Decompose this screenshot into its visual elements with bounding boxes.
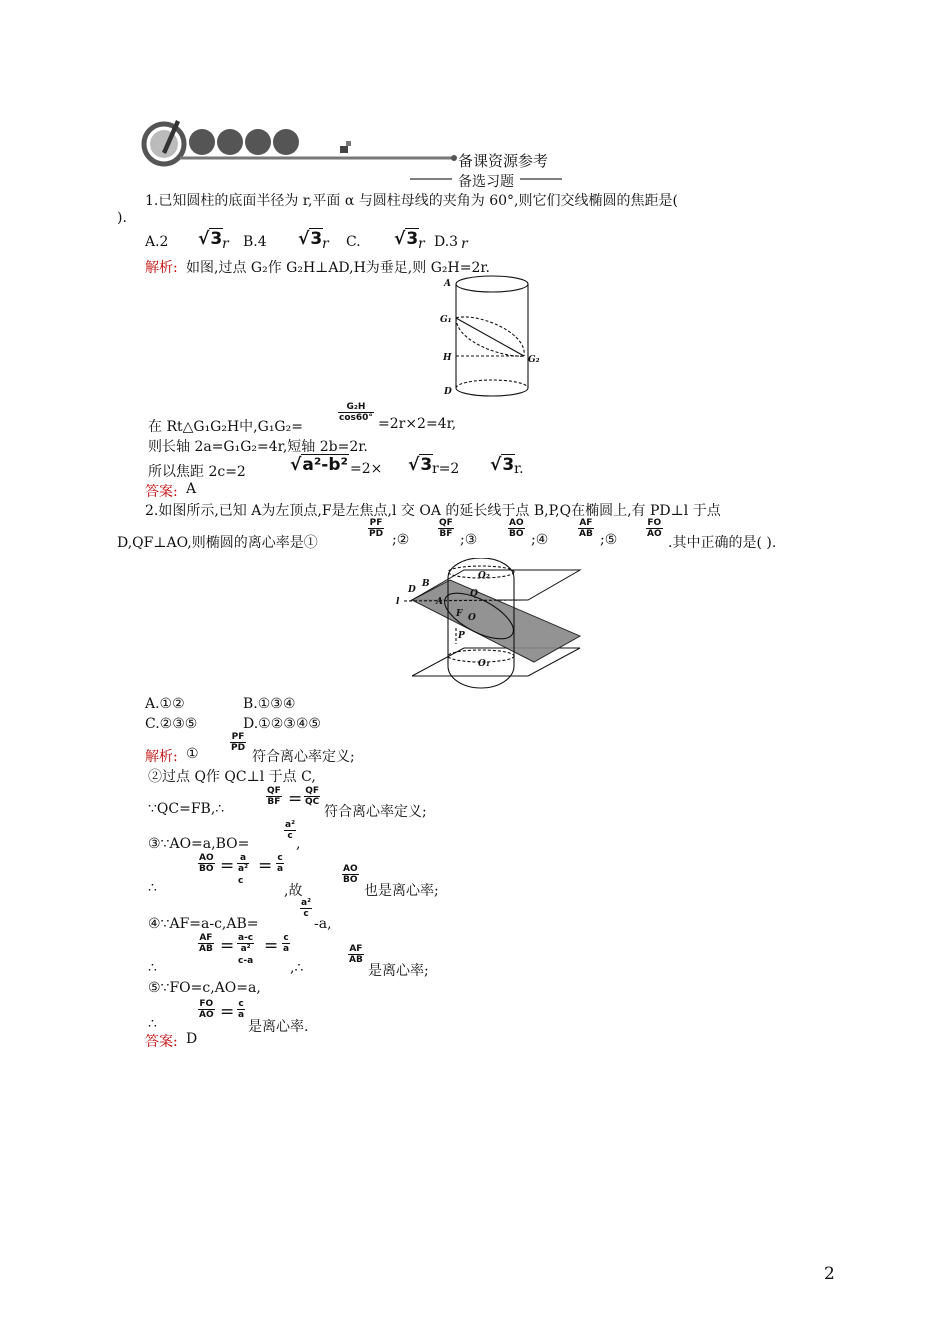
page-number: 2: [824, 1264, 835, 1284]
p2-sol-step4: ③∵AO=a,BO=: [148, 836, 250, 852]
header-title: 备课资源参考: [458, 152, 549, 170]
p2-fig-label: P: [458, 631, 465, 641]
p2-answer-value: D: [186, 1031, 198, 1047]
p2-sol-step7: ∴: [148, 960, 157, 976]
p2-option-b: B.①③④: [243, 696, 296, 712]
p2-sol-step6: ④∵AF=a-c,AB=: [148, 916, 259, 932]
p1-solution-label: 解析:: [145, 260, 178, 276]
p2-fig-label: O: [468, 613, 476, 623]
p1-fig-label: G₂: [528, 355, 540, 365]
p2-option-d: D.①②③④⑤: [243, 716, 321, 732]
p1-solution-text: 如图,过点 G₂作 G₂H⊥AD,H为垂足,则 G₂H=2r.: [186, 260, 490, 276]
p2-fig-label: D: [408, 585, 416, 595]
p1-option-a: A.2: [145, 234, 169, 250]
p1-option-c: C.: [346, 234, 361, 250]
p2-fig-label: l: [396, 597, 400, 607]
p2-question-line1: 2.如图所示,已知 A为左顶点,F是左焦点,l 交 OA 的延长线于点 B,P,Q在椭圆上,有 PD⊥l 于点: [145, 503, 721, 519]
p1-question-line1: 1.已知圆柱的底面半径为 r,平面 α 与圆柱母线的夹角为 60°,则它们交线椭圆的焦距是(: [145, 193, 678, 209]
p1-option-b: B.4: [243, 234, 267, 250]
p1-answer-label: 答案:: [145, 484, 178, 500]
p1-fig-label: D: [444, 387, 452, 397]
p1-step3-sqrt: √a²-b²: [290, 455, 348, 475]
p1-step1-fraction: $\frac{\text{G₂H}}{\cos 60^\circ}$: [339, 402, 373, 423]
p1-question-line2: ).: [117, 210, 127, 226]
p2-sol-step3: ∵QC=FB,∴: [148, 801, 225, 817]
p2-option-a: A.①②: [145, 696, 185, 712]
p2-option-c: C.②③⑤: [145, 716, 198, 732]
p2-cylinder-figure: [394, 558, 586, 692]
p1-step1: 在 Rt△G₁G₂H中,G₁G₂=: [148, 419, 303, 435]
p1-step2: 则长轴 2a=G₁G₂=4r,短轴 2b=2r.: [148, 439, 368, 455]
p2-fig-label: O₁: [478, 659, 490, 669]
p2-fig-label: B: [422, 579, 430, 589]
p1-cylinder-figure: [436, 272, 556, 404]
p1-step1-result: =2r×2=4r,: [378, 416, 457, 432]
p1-fig-label: H: [443, 353, 452, 363]
p2-fig-label: Q: [470, 589, 478, 599]
p1-fig-label: G₁: [440, 315, 452, 325]
p1-sqrt-b: √3: [298, 229, 323, 249]
p2-answer-label: 答案:: [145, 1034, 178, 1050]
p1-step3: 所以焦距 2c=2: [148, 464, 246, 480]
p2-sol-step5: ∴: [148, 880, 157, 896]
p2-sol-step2: ②过点 Q作 QC⊥l 于点 C,: [148, 769, 316, 785]
p1-sqrt-a: √3: [198, 229, 223, 249]
p2-question-line2: D,QF⊥AO,则椭圆的离心率是①: [117, 535, 318, 551]
header-subtitle: 备选习题: [458, 174, 514, 190]
p2-sol-step8: ⑤∵FO=c,AO=a,: [148, 980, 261, 996]
p2-fig-label: F: [456, 609, 463, 619]
p1-sqrt-c: √3: [394, 229, 419, 249]
p2-sol-step9: ∴: [148, 1016, 157, 1032]
p2-solution-label: 解析:: [145, 749, 178, 765]
p1-answer-value: A: [186, 481, 197, 497]
p2-fig-label: A: [436, 597, 443, 607]
p2-fig-label: O₂: [478, 571, 490, 581]
p1-option-d: D.3: [434, 234, 459, 250]
p1-fig-label: A: [444, 279, 451, 289]
